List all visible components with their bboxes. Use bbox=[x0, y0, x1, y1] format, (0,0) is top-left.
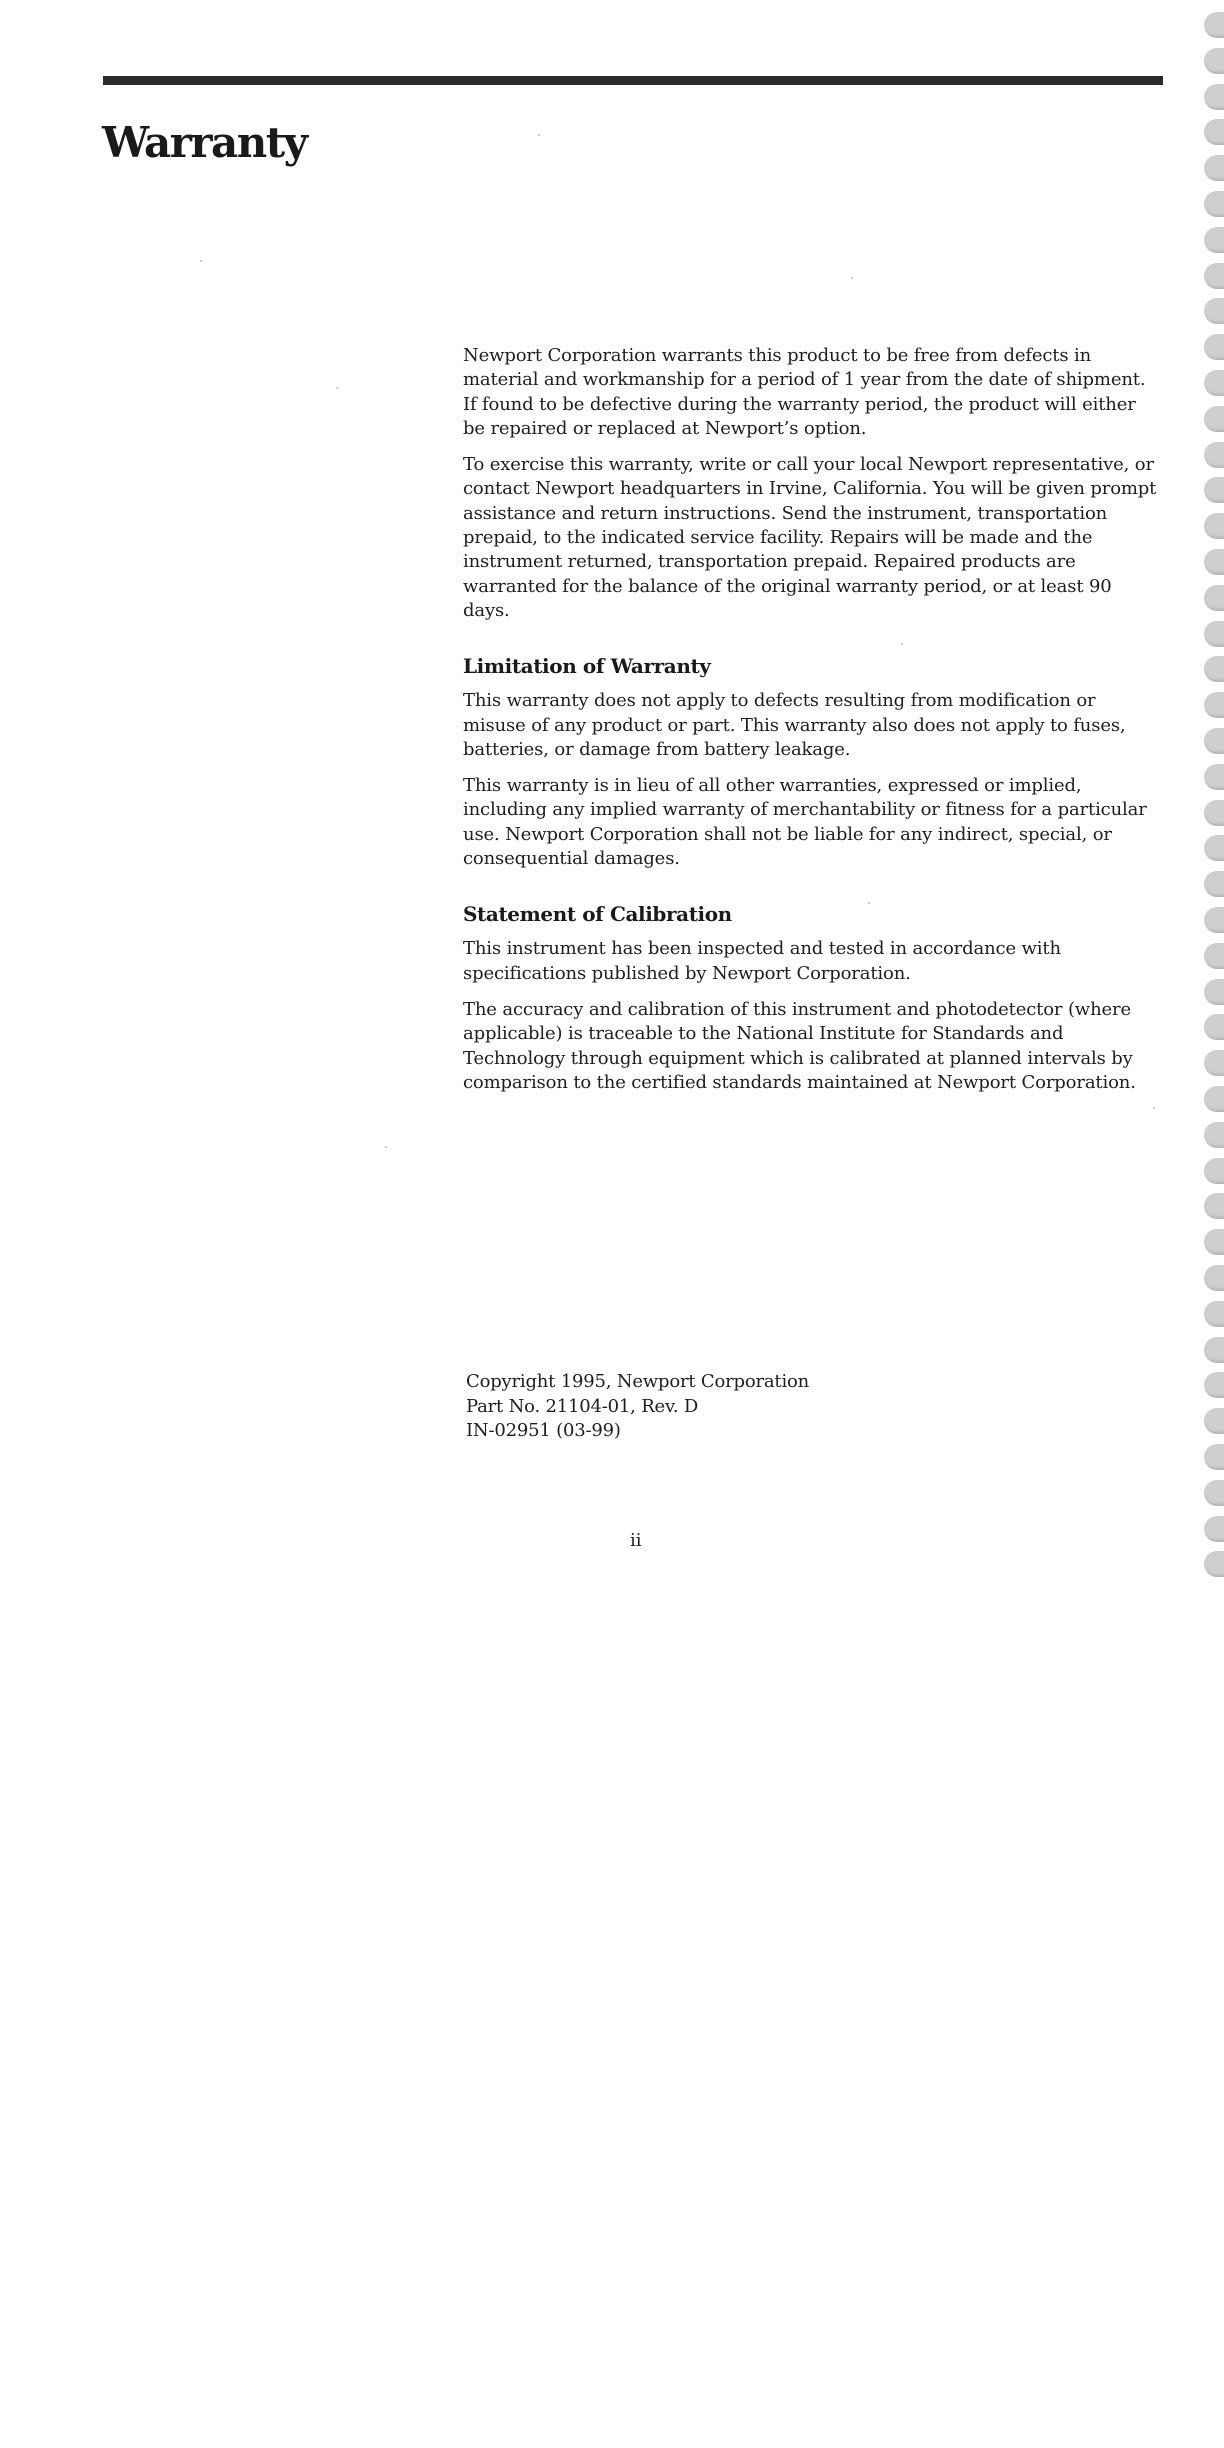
calibration-heading: Statement of Calibration bbox=[463, 902, 732, 927]
scan-speck bbox=[868, 902, 870, 904]
binder-hole bbox=[1204, 1372, 1224, 1398]
calibration-paragraph: The accuracy and calibration of this instrument and photodetector (where applicable) is traceable to the National Institute for Standards and Technology through equipment which is calibrated at planned intervals by comparison to the certified standards maintained at Newport Corporation. bbox=[463, 998, 1136, 1093]
binder-hole bbox=[1204, 298, 1224, 324]
scan-speck bbox=[901, 643, 903, 645]
binder-hole bbox=[1204, 728, 1224, 754]
binder-hole bbox=[1204, 155, 1224, 181]
scan-speck bbox=[385, 1146, 387, 1148]
binder-hole bbox=[1204, 1229, 1224, 1255]
scan-speck bbox=[200, 260, 202, 262]
binder-hole bbox=[1204, 227, 1224, 253]
binder-hole bbox=[1204, 1480, 1224, 1506]
binder-hole bbox=[1204, 656, 1224, 682]
binder-hole bbox=[1204, 835, 1224, 861]
binder-hole bbox=[1204, 334, 1224, 360]
binder-hole bbox=[1204, 800, 1224, 826]
limitation-paragraph: This warranty is in lieu of all other warranties, expressed or implied, including any implied warranty of merchantability or fitness for a particular use. Newport Corporation shall not be liable for any indirect, special, or consequential damages. bbox=[463, 775, 1147, 870]
binder-hole bbox=[1204, 943, 1224, 969]
body-column bbox=[463, 344, 1163, 1107]
binder-hole bbox=[1204, 979, 1224, 1005]
warranty-paragraph: To exercise this warranty, write or call your local Newport representative, or contact Newport headquarters in Irvine, California. You will be given prompt assistance and return instructions. Send the instrument, transportation prepaid, to the indicated service facility. Repairs will be made and the instrument returned, transportation prepaid. Repaired products are warranted for the balance of the original warranty period, or at least 90 days. bbox=[463, 454, 1157, 621]
calibration-paragraph: This instrument has been inspected and tested in accordance with specifications published by Newport Corporation. bbox=[463, 938, 1061, 984]
limitation-paragraph: This warranty does not apply to defects resulting from modification or misuse of any product or part. This warranty also does not apply to fuses, batteries, or damage from battery leakage. bbox=[463, 690, 1126, 760]
binder-holes bbox=[1204, 0, 1224, 1580]
binder-hole bbox=[1204, 263, 1224, 289]
binder-hole bbox=[1204, 12, 1224, 38]
binder-hole bbox=[1204, 692, 1224, 718]
document-id-line: IN-02951 (03-99) bbox=[466, 1420, 621, 1441]
scan-speck bbox=[851, 277, 853, 279]
page-title: Warranty bbox=[102, 118, 307, 167]
binder-hole bbox=[1204, 84, 1224, 110]
scan-speck bbox=[336, 387, 338, 389]
scan-speck bbox=[538, 134, 540, 136]
limitation-heading: Limitation of Warranty bbox=[463, 654, 711, 679]
part-number-line: Part No. 21104-01, Rev. D bbox=[466, 1395, 699, 1417]
binder-hole bbox=[1204, 585, 1224, 611]
binder-hole bbox=[1204, 1444, 1224, 1470]
binder-hole bbox=[1204, 1122, 1224, 1148]
binder-hole bbox=[1204, 549, 1224, 575]
binder-hole bbox=[1204, 513, 1224, 539]
scan-speck bbox=[1153, 1107, 1155, 1109]
binder-hole bbox=[1204, 1014, 1224, 1040]
binder-hole bbox=[1204, 764, 1224, 790]
copyright-block bbox=[466, 1370, 809, 1444]
binder-hole bbox=[1204, 48, 1224, 74]
warranty-paragraph: Newport Corporation warrants this product to be free from defects in material and workmanship for a period of 1 year from the date of shipment. If found to be defective during the warranty period, the product will either be repaired or replaced at Newport’s option. bbox=[463, 345, 1146, 439]
binder-hole bbox=[1204, 1408, 1224, 1434]
binder-hole bbox=[1204, 907, 1224, 933]
copyright-line: Copyright 1995, Newport Corporation bbox=[466, 1371, 810, 1392]
binder-hole bbox=[1204, 1516, 1224, 1542]
binder-hole bbox=[1204, 370, 1224, 396]
binder-hole bbox=[1204, 1337, 1224, 1363]
page-number: ii bbox=[630, 1530, 642, 1551]
binder-hole bbox=[1204, 1265, 1224, 1291]
binder-hole bbox=[1204, 871, 1224, 897]
binder-hole bbox=[1204, 1086, 1224, 1112]
binder-hole bbox=[1204, 442, 1224, 468]
binder-hole bbox=[1204, 119, 1224, 145]
binder-hole bbox=[1204, 477, 1224, 503]
binder-hole bbox=[1204, 191, 1224, 217]
binder-hole bbox=[1204, 1193, 1224, 1219]
top-rule bbox=[103, 76, 1163, 85]
binder-hole bbox=[1204, 1551, 1224, 1577]
binder-hole bbox=[1204, 621, 1224, 647]
binder-hole bbox=[1204, 1158, 1224, 1184]
binder-hole bbox=[1204, 1301, 1224, 1327]
binder-hole bbox=[1204, 406, 1224, 432]
binder-hole bbox=[1204, 1050, 1224, 1076]
